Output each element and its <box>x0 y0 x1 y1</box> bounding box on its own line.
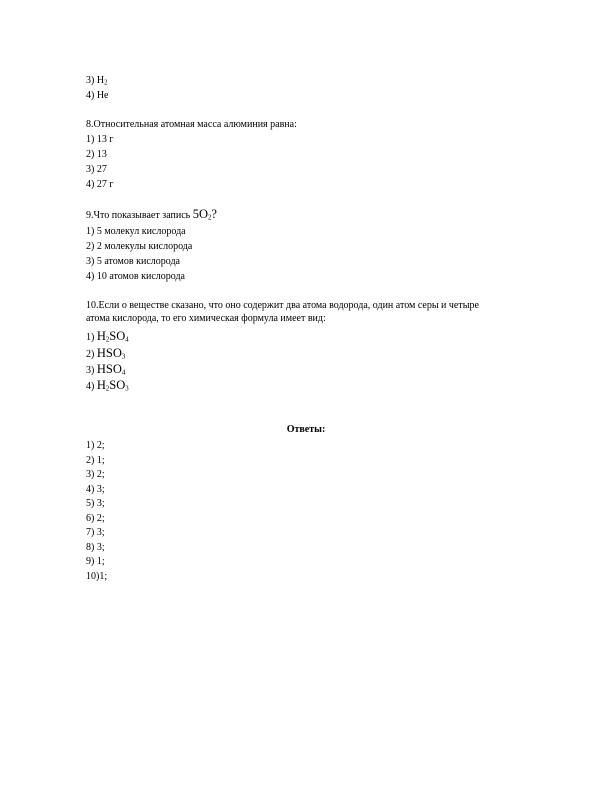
q7-option-3-text: 3) H <box>86 75 105 86</box>
answers-title: Ответы: <box>286 424 326 435</box>
q10-option-4-subscript: 3 <box>125 385 129 393</box>
q10-option-4 <box>86 378 129 393</box>
q10-option-4-number: 4) <box>86 381 97 392</box>
q9-option-1: 1) 5 молекул кислорода <box>86 226 186 237</box>
q10-option-3-formula-part: HSO <box>96 362 122 376</box>
q9-question-mark: ? <box>211 207 217 221</box>
q10-option-2-formula-part: HSO <box>96 346 122 360</box>
q9-question-text: 9.Что показывает запись <box>86 210 193 221</box>
answer-item: 9) 1; <box>86 556 105 567</box>
q9-question <box>86 207 217 222</box>
q10-option-2-number: 2) <box>86 349 97 360</box>
answer-item: 2) 1; <box>86 455 105 466</box>
q7-option-4: 4) He <box>86 90 109 101</box>
answer-item: 7) 3; <box>86 527 105 538</box>
q8-option-1: 1) 13 г <box>86 134 114 145</box>
q10-option-4-formula-part: SO <box>109 378 126 392</box>
q10-question-line-1: 10.Если о веществе сказано, что оно содержит два атома водорода, один атом серы и четыре <box>86 300 479 311</box>
q10-option-2-subscript: 3 <box>121 353 126 361</box>
q7-option-3-subscript: 2 <box>104 79 108 87</box>
q10-option-2 <box>86 346 125 361</box>
q9-option-3: 3) 5 атомов кислорода <box>86 256 180 267</box>
q8-question: 8.Относительная атомная масса алюминия равна: <box>86 119 297 130</box>
answer-item: 6) 2; <box>86 513 105 524</box>
answer-item: 3) 2; <box>86 469 105 480</box>
answer-item: 4) 3; <box>86 484 105 495</box>
q9-formula: 5O <box>192 207 208 221</box>
q10-option-1-subscript: 2 <box>105 336 110 344</box>
q9-formula-subscript: 2 <box>207 214 212 222</box>
answer-item: 10)1; <box>86 571 108 582</box>
q10-option-3 <box>86 362 125 377</box>
q10-option-1-formula-part: SO <box>109 329 126 343</box>
q9-option-2: 2) 2 молекулы кислорода <box>86 241 193 252</box>
q8-option-3: 3) 27 <box>86 164 107 175</box>
q10-option-1-subscript: 4 <box>125 336 129 344</box>
answer-item: 1) 2; <box>86 440 105 451</box>
answer-item: 8) 3; <box>86 542 105 553</box>
q10-option-4-subscript: 2 <box>105 385 110 393</box>
q8-option-4: 4) 27 г <box>86 179 114 190</box>
q10-option-1 <box>86 329 129 344</box>
answer-item: 5) 3; <box>86 498 105 509</box>
q10-option-3-number: 3) <box>86 365 97 376</box>
q8-option-2: 2) 13 <box>86 149 107 160</box>
q7-option-3 <box>86 75 107 87</box>
q10-question-line-2: атома кислорода, то его химическая формула имеет вид: <box>86 313 326 324</box>
q10-option-4-formula-part: H <box>96 378 106 392</box>
q10-option-3-subscript: 4 <box>121 369 126 377</box>
q9-option-4: 4) 10 атомов кислорода <box>86 271 185 282</box>
q10-option-1-number: 1) <box>86 332 97 343</box>
q10-option-1-formula-part: H <box>96 329 106 343</box>
